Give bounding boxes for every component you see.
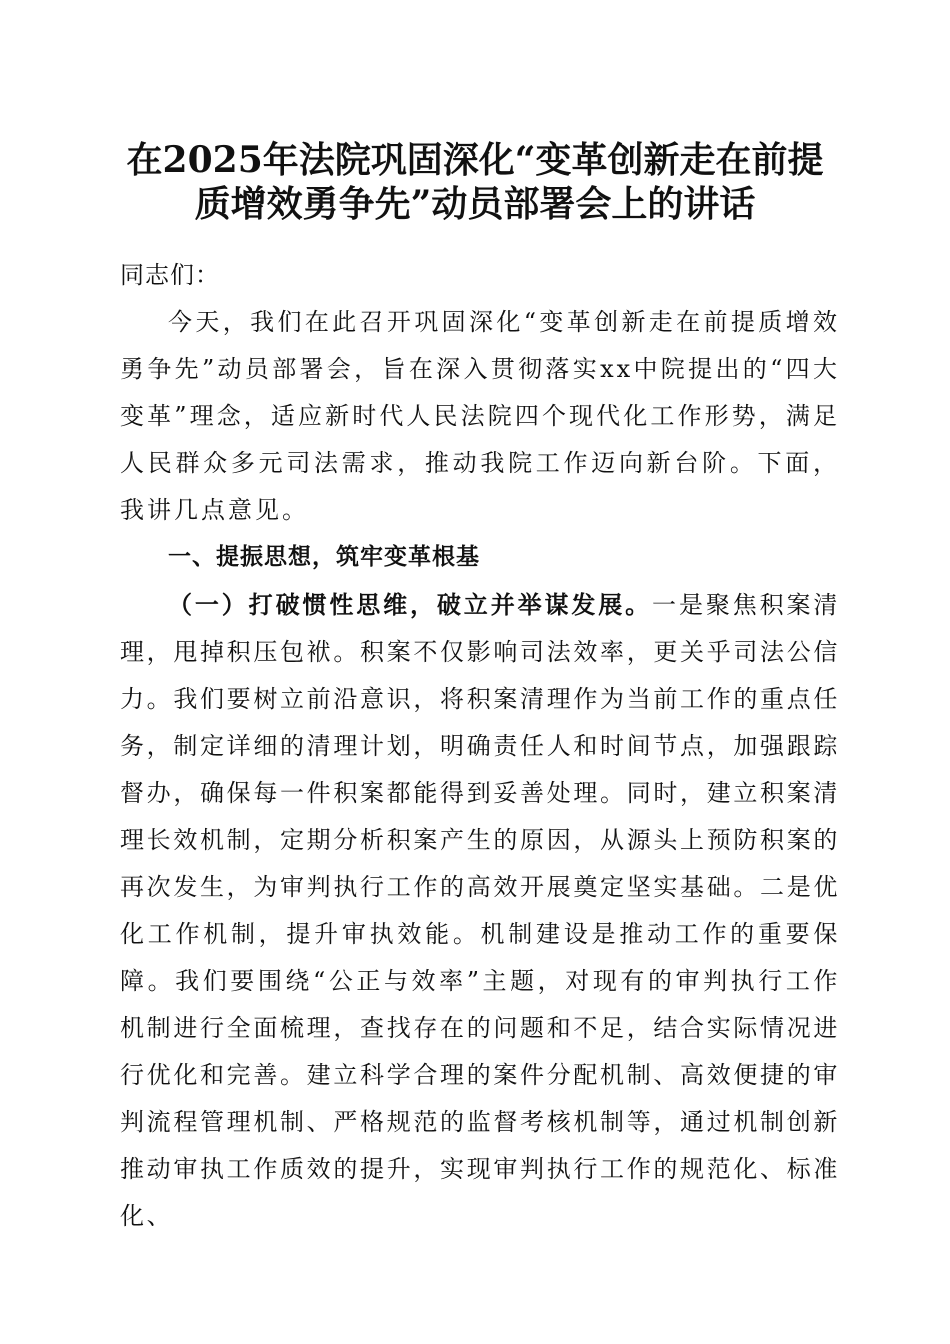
intro-paragraph: 今天，我们在此召开巩固深化“变革创新走在前提质增效勇争先”动员部署会，旨在深入贯彻落实xx中院提出的“四大变革”理念，适应新时代人民法院四个现代化工作形势，满足人民群众多元司法需求，推动我院工作迈向新台阶。下面，我讲几点意见。 (120, 308, 840, 524)
greeting: 同志们： (120, 261, 220, 289)
section-heading-1: 一、提振思想，筑牢变革根基 (168, 544, 480, 570)
title-line-1: 在2025年法院巩固深化“变革创新走在前提 (126, 139, 824, 181)
subsection-paragraph-1 (120, 581, 840, 1240)
document-title (110, 138, 840, 226)
subsection-body-1: 一是聚焦积案清理，甩掉积压包袱。积案不仅影响司法效率，更关乎司法公信力。我们要树立前沿意识，将积案清理作为当前工作的重点任务，制定详细的清理计划，明确责任人和时间节点，加强跟踪督办，确保每一件积案都能得到妥善处理。同时，建立积案清理长效机制，定期分析积案产生的原因，从源头上预防积案的再次发生，为审判执行工作的高效开展奠定坚实基础。二是优化工作机制，提升审执效能。机制建设是推动工作的重要保障。我们要围绕“公正与效率”主题，对现有的审判执行工作机制进行全面梳理，查找存在的问题和不足，结合实际情况进行优化和完善。建立科学合理的案件分配机制、高效便捷的审判流程管理机制、严格规范的监督考核机制等，通过机制创新推动审执工作质效的提升，实现审判执行工作的规范化、标准化、 (120, 591, 840, 1230)
title-line-2: 质增效勇争先”动员部署会上的讲话 (194, 183, 756, 225)
document-body (120, 252, 840, 1240)
subsection-lead-1: （一）打破惯性思维，破立并举谋发展。 (168, 590, 653, 619)
